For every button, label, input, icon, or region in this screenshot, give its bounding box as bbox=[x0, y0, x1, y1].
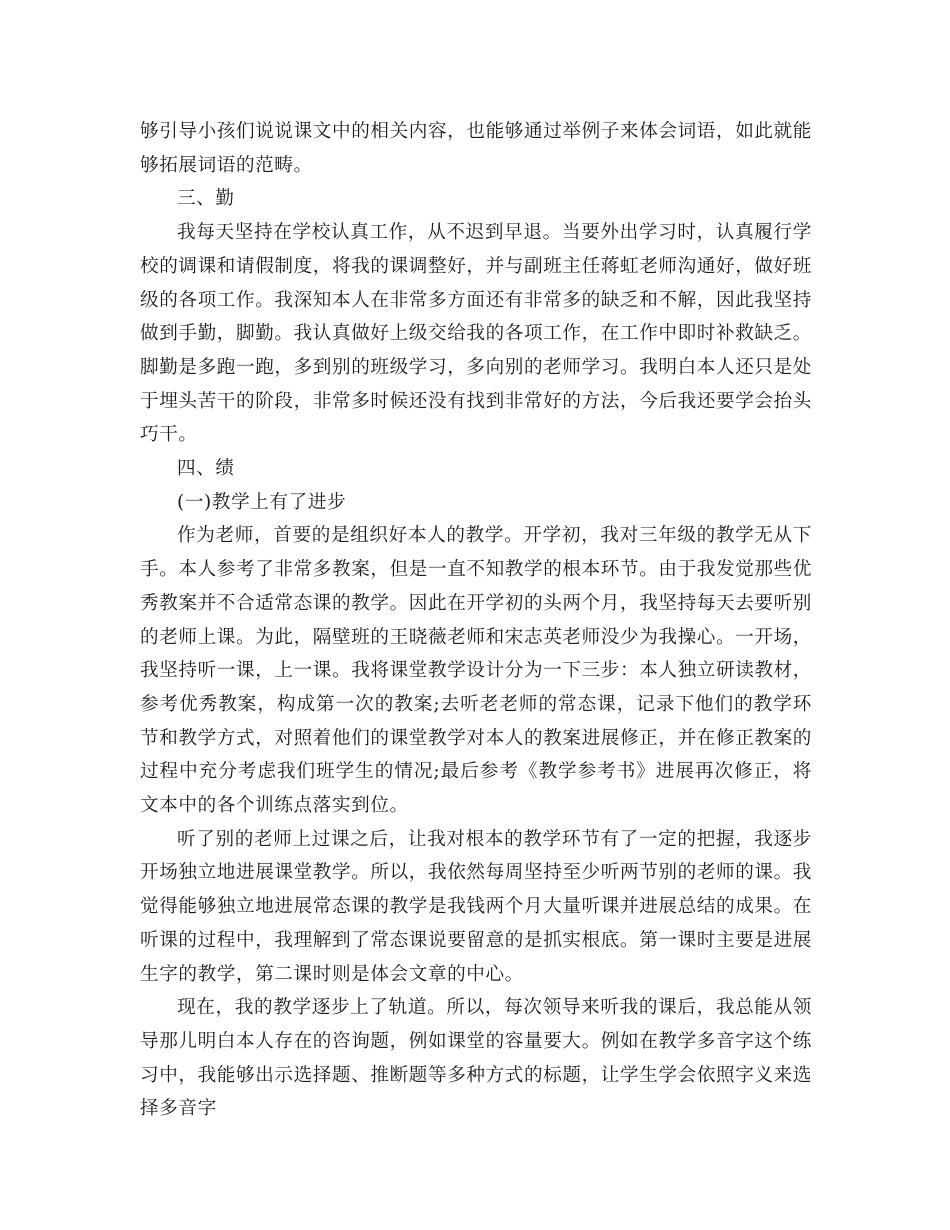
paragraph-teaching-organization: 作为老师，首要的是组织好本人的教学。开学初，我对三年级的教学无从下手。本人参考了非常多教案，但是一直不知教学的根本环节。由于我发觉那些优秀教案并不合适常态课的教学。因此在开学初的头两个月，我坚持每天去要听别的老师上课。为此，隔壁班的王晓薇老师和宋志英老师没少为我操心。一开场，我坚持听一课，上一课。我将课堂教学设计分为一下三步：本人独立研读教材，参考优秀教案，构成第一次的教案;去听老老师的常态课，记录下他们的教学环节和教学方式，对照着他们的课堂教学对本人的教案进展修正，并在修正教案的过程中充分考虑我们班学生的情况;最后参考《教学参考书》进展再次修正，将文本中的各个训练点落实到位。 bbox=[140, 525, 812, 817]
paragraph-continuation: 够引导小孩们说说课文中的相关内容，也能够通过举例子来体会词语，如此就能够拓展词语的范畴。 bbox=[140, 121, 812, 176]
subheading-teaching-progress: (一)教学上有了进步 bbox=[177, 491, 347, 513]
document-body bbox=[140, 115, 812, 1126]
paragraph-on-track: 现在，我的教学逐步上了轨道。所以，每次领导来听我的课后，我总能从领导那儿明白本人存在的咨询题，例如课堂的容量要大。例如在教学多音字这个练习中，我能够出示选择题、推断题等多种方式的标题，让学生学会依照字义来选择多音字 bbox=[140, 997, 812, 1120]
section-heading-diligence: 三、勤 bbox=[177, 188, 235, 210]
paragraph-diligence: 我每天坚持在学校认真工作，从不迟到早退。当要外出学习时，认真履行学校的调课和请假制度，将我的课调整好，并与副班主任蒋虹老师沟通好，做好班级的各项工作。我深知本人在非常多方面还有非常多的缺乏和不解，因此我坚持做到手勤，脚勤。我认真做好上级交给我的各项工作，在工作中即时补救缺乏。脚勤是多跑一跑，多到别的班级学习，多向别的老师学习。我明白本人还只是处于埋头苦干的阶段，非常多时候还没有找到非常好的方法，今后我还要学会抬头巧干。 bbox=[140, 222, 812, 446]
paragraph-independent-teaching: 听了别的老师上过课之后，让我对根本的教学环节有了一定的把握，我逐步开场独立地进展课堂教学。所以，我依然每周坚持至少听两节别的老师的课。我觉得能够独立地进展常态课的教学是我钱两个月大量听课并进展总结的成果。在听课的过程中，我理解到了常态课说要留意的是抓实根底。第一课时主要是进展生字的教学，第二课时则是体会文章的中心。 bbox=[140, 828, 812, 985]
section-heading-achievements: 四、绩 bbox=[177, 458, 235, 480]
